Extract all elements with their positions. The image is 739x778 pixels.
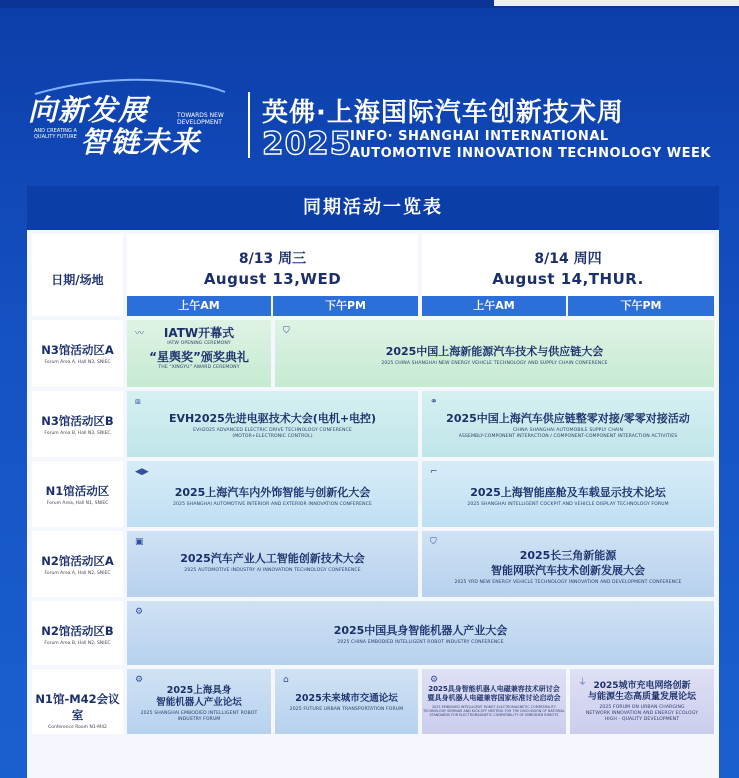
venue-label: N1馆-M42会议室 (35, 692, 120, 722)
event-title: 2025上海智能座舱及车载显示技术论坛 (470, 486, 666, 499)
day2-pm-slot: 下午PM (568, 296, 714, 316)
venue-label-en: Forum Area A, Hall N3, SNIEC (44, 360, 111, 365)
event-title-en: 2025 AUTOMOTIVE INDUSTRY AI INNOVATION TECHNOLOGY CONFERENCE (184, 568, 361, 573)
event-intelligent-cockpit[interactable] (422, 461, 714, 527)
slogan-en-left: AND CREATING A QUALITY FUTURE (34, 128, 77, 140)
day1-header (127, 234, 418, 296)
event-embodied-robot-conference[interactable] (127, 601, 714, 665)
event-title: 2025上海汽车内外饰智能与创新化大会 (174, 486, 371, 499)
event-title: IATW开幕式 (163, 326, 235, 340)
event-title-en: HIGH - QUALITY DEVELOPMENT (604, 717, 680, 722)
event-title: 2025具身智能机器人电磁兼容技术研讨会 (428, 685, 560, 693)
event-title-en: 2025 FORUM ON URBAN CHARGING (599, 705, 685, 710)
city-icon: ⌂ (283, 675, 289, 685)
event-title-en: 2025 SHANGHAI INTELLIGENT COCKPIT AND VEHICLE DISPLAY TECHNOLOGY FORUM (467, 502, 669, 507)
event-title-en: IATW OPENING CEREMONY (167, 341, 231, 346)
event-title-en: NETWORK INNOVATION AND ENERGY ECOLOGY (585, 711, 699, 716)
event-title-en: CHINA SHANGHAI AUTOMOBILE SUPPLY CHAIN (512, 428, 624, 433)
table-title: 同期活动一览表 (27, 186, 719, 230)
event-title: 2025中国上海新能源汽车技术与供应链大会 (385, 345, 604, 358)
venue-label: N2馆活动区B (41, 624, 114, 638)
event-year: 2025 (262, 126, 353, 162)
event-title: 智能机器人产业论坛 (156, 697, 242, 708)
event-yrd-nev[interactable] (422, 531, 714, 597)
venue-n1 (32, 461, 123, 527)
day1-am-slot: 上午AM (127, 296, 271, 316)
venue-label-en: Forum Area, Hall N1, SNIEC (46, 501, 109, 506)
day1-cn: 8/13 周三 (238, 251, 307, 267)
link-icon: ⚭ (430, 397, 438, 407)
venue-label: N1馆活动区 (45, 484, 110, 498)
day2-am-slot: 上午AM (422, 296, 566, 316)
event-auto-ai[interactable] (127, 531, 418, 597)
event-title: EVH2025先进电驱技术大会(电机+电控) (168, 412, 377, 425)
car-icon: ◀▶ (135, 467, 149, 477)
event-title-en: 2025 EMBODIED INTELLIGENT ROBOT ELECTROMAGNETIC COMPATIBILITY (432, 705, 556, 709)
corner-label: 日期/场地 (32, 234, 123, 316)
event-title-en-line2: AUTOMOTIVE INNOVATION TECHNOLOGY WEEK (350, 146, 711, 161)
chip-icon: ⧈ (135, 397, 141, 407)
robot-icon: ⚙ (135, 607, 144, 617)
event-title-en-line1: INFO· SHANGHAI INTERNATIONAL (350, 129, 609, 144)
event-title: “星舆奖”颁奖典礼 (149, 350, 249, 364)
shield-icon: ⛉ (430, 537, 437, 547)
venue-n3-a (32, 320, 123, 387)
venue-n1-m42 (32, 669, 123, 734)
venue-n3-b (32, 391, 123, 457)
venue-n2-b (32, 601, 123, 665)
event-title: 2025城市充电网络创新 (593, 681, 691, 691)
event-robot-emc-seminar[interactable] (422, 669, 566, 734)
event-title: 2025汽车产业人工智能创新技术大会 (180, 552, 365, 565)
event-title-en: STANDARDS FOR ELECTROMAGNETIC COMPATIBILITY OF EMBODIED ROBOTS (429, 713, 559, 717)
ai-chip-icon: ▣ (135, 537, 144, 547)
day2-en: August 14,THUR. (492, 270, 644, 288)
event-urban-transport[interactable] (275, 669, 418, 734)
day2-header (422, 234, 714, 296)
event-shanghai-robot-forum[interactable] (127, 669, 271, 734)
seat-icon: ⌐ (430, 467, 438, 477)
event-nev-supply-chain[interactable] (275, 320, 714, 387)
event-title-en: INDUSTRY FORUM (177, 717, 221, 722)
venue-label: N3馆活动区B (41, 414, 114, 428)
event-title: 2025长三角新能源 (519, 549, 617, 562)
charging-icon: ⏚ (578, 678, 588, 688)
day1-pm-slot: 下午PM (273, 296, 418, 316)
venue-label-en: Forum Area B, Hall N3, SNIEC (44, 431, 111, 436)
event-opening-ceremony[interactable] (127, 320, 271, 387)
event-evh2025[interactable] (127, 391, 418, 457)
venue-label: N3馆活动区A (41, 343, 114, 357)
top-white-strip (494, 0, 739, 6)
robot-icon: ⚙ (135, 675, 144, 685)
event-title-en: 2025 YRD NEW ENERGY VEHICLE TECHNOLOGY INNOVATION AND DEVELOPMENT CONFERENCE (454, 580, 682, 585)
venue-label-en: Forum Area A, Hall N2, SNIEC (44, 571, 111, 576)
event-title-cn: 英佛·上海国际汽车创新技术周 (262, 98, 624, 128)
event-interior-exterior[interactable] (127, 461, 418, 527)
event-title-en: 2025 CHINA SHANGHAI NEW ENERGY VEHICLE TECHNOLOGY AND SUPPLY CHAIN CONFERENCE (381, 361, 608, 366)
event-title: 智能网联汽车技术创新发展大会 (491, 564, 645, 577)
slogan-line1: 向新发展 (28, 93, 149, 127)
event-title: 2025中国具身智能机器人产业大会 (333, 624, 508, 637)
event-title: 2025未来城市交通论坛 (295, 693, 398, 704)
day1-en: August 13,WED (203, 270, 342, 288)
shield-icon: ⛉ (283, 326, 290, 336)
event-title-en: (MOTOR+ELECTRONIC CONTROL) (232, 434, 313, 439)
ribbon-icon: 〰 (135, 329, 145, 339)
event-title: 与能源生态高质量发展论坛 (587, 692, 696, 702)
event-title-en: EVH2025 ADVANCED ELECTRIC DRIVE TECHNOLOGY CONFERENCE (193, 428, 352, 433)
venue-label-en: Conference Room N1-M42 (48, 725, 107, 730)
event-title-en: 2025 SHANGHAI EMBODIED INTELLIGENT ROBOT (140, 711, 258, 716)
event-title-en: 2025 CHINA EMBODIED INTELLIGENT ROBOT INDUSTRY CONFERENCE (337, 640, 504, 645)
event-title-en: 2025 SHANGHAI AUTOMOTIVE INTERIOR AND EXTERIOR INNOVATION CONFERENCE (173, 502, 372, 507)
event-title-en: 2025 FUTURE URBAN TRANSPORTATION FORUM (289, 707, 404, 712)
slogan-line2: 智链未来 (80, 125, 201, 159)
event-title-en: TECHNOLOGY SEMINAR AND KICK-OFF MEETING FOR THE DISCUSSION OF NATIONAL (423, 709, 565, 713)
day2-cn: 8/14 周四 (534, 251, 602, 267)
venue-label-en: Forum Area B, Hall N2, SNIEC (44, 641, 111, 646)
slogan-en-right: TOWARDS NEW DEVELOPMENT (177, 112, 224, 126)
venue-label: N2馆活动区A (41, 554, 114, 568)
event-title: 2025中国上海汽车供应链整零对接/零零对接活动 (446, 412, 690, 425)
venue-n2-a (32, 531, 123, 597)
event-title-en: THE “XINGYU” AWARD CEREMONY (158, 365, 240, 370)
event-urban-charging[interactable] (570, 669, 714, 734)
event-title: 2025上海具身 (166, 685, 232, 696)
header-divider (248, 92, 250, 158)
event-title-en: ASSEMBLY-COMPONENT INTERACTION / COMPONENT-COMPONENT INTERACTION ACTIVITIES (458, 434, 678, 439)
event-supply-chain-matching[interactable] (422, 391, 714, 457)
robot-icon: ⚙ (430, 675, 439, 685)
event-title: 暨具身机器人电磁兼容国家标准讨论启动会 (427, 694, 561, 702)
